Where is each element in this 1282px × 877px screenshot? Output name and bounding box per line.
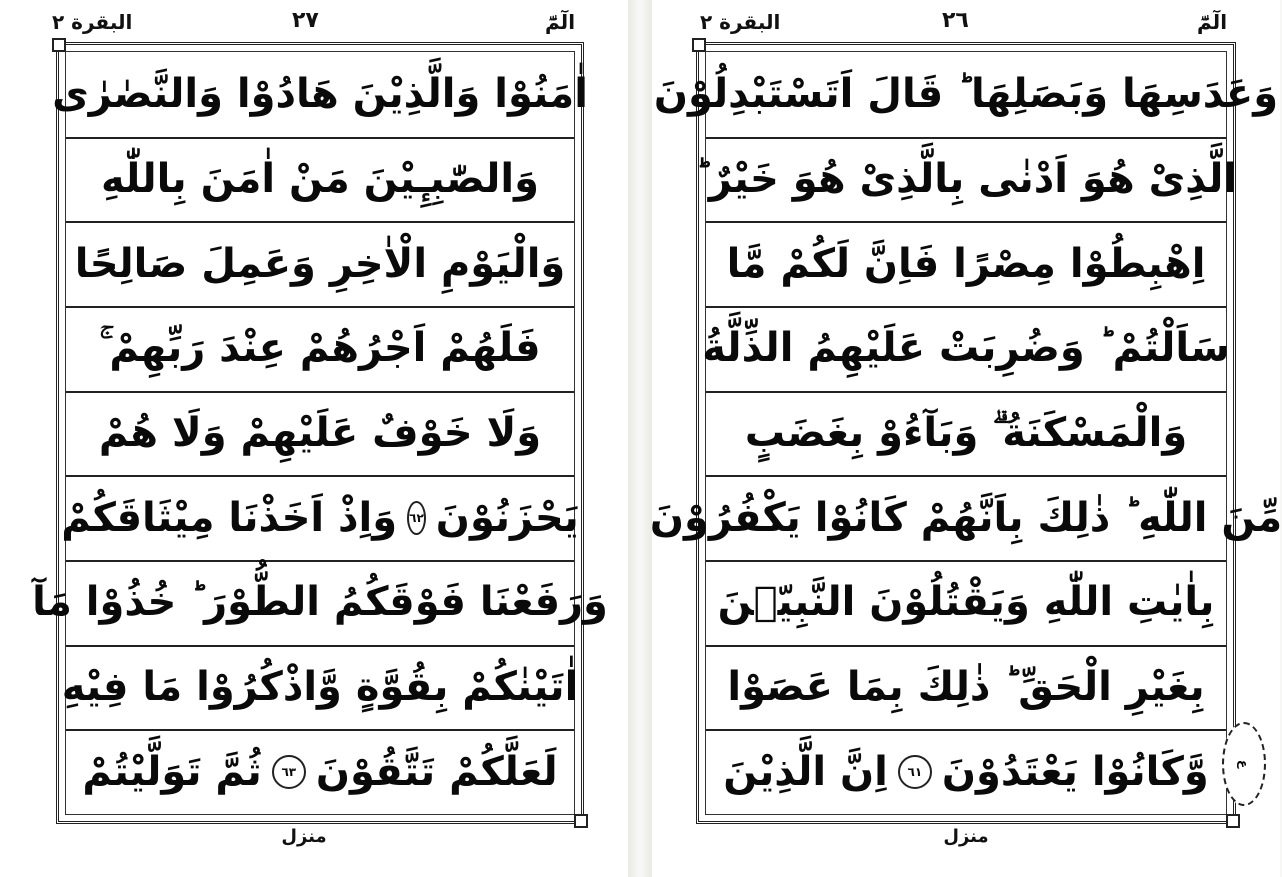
verse-text: وَرَفَعْنَا فَوْقَكُمُ الطُّوْرَ ؕ خُذُوْا مَآ [32, 579, 608, 626]
verse-line [706, 645, 1226, 732]
verse-text: اِنَّ الَّذِيْنَ [723, 748, 888, 795]
text-frame [649, 42, 1282, 824]
manzil-label: منزل [943, 826, 989, 847]
verse-line [706, 560, 1226, 647]
page-number: ٢٧ [292, 8, 319, 33]
surah-name: البقرة ٢ [52, 10, 133, 34]
verse-line [52, 52, 588, 139]
verse-line [66, 306, 574, 393]
page-header [0, 6, 628, 40]
verse-line [649, 475, 1282, 562]
verse-text: فَلَهُمْ اَجْرُهُمْ عِنْدَ رَبِّهِمْ ۚ [99, 325, 541, 372]
para-name: الٓمّٓ [1197, 10, 1228, 34]
verse-text: الَّذِىْ هُوَ اَدْنٰى بِالَّذِىْ هُوَ خَيْرٌ ؕ [694, 155, 1238, 202]
verse-line [706, 221, 1226, 308]
verse-line [66, 221, 574, 308]
text-frame [32, 42, 608, 824]
verse-line [706, 729, 1226, 814]
verse-line [653, 52, 1279, 139]
verse-text: وَعَدَسِهَا وَبَصَلِهَا ؕ قَالَ اَتَسْتَبْدِلُوْنَ [653, 71, 1279, 118]
text-lines [32, 51, 608, 815]
manzil-label: منزل [281, 826, 327, 847]
verse-line [694, 137, 1238, 224]
verse-text: اٰمَنُوْا وَالَّذِيْنَ هَادُوْا وَالنَّصٰرٰى [52, 71, 588, 118]
verse-text: بِاٰيٰتِ اللّٰهِ وَيَقْتُلُوْنَ النَّبِيّٖنَ [717, 579, 1215, 626]
verse-text: يَحْزَنُوْنَ [435, 494, 579, 541]
text-lines [649, 51, 1282, 815]
verse-text: اِهْبِطُوْا مِصْرًا فَاِنَّ لَكُمْ مَّا [726, 240, 1206, 287]
verse-text: بِغَيْرِ الْحَقِّ ؕ ذٰلِكَ بِمَا عَصَوْا [727, 663, 1205, 710]
verse-text: وَالْمَسْكَنَةُ ۗ وَبَآءُوْ بِغَضَبٍ [744, 409, 1188, 456]
verse-line [32, 560, 608, 647]
verse-line [66, 729, 574, 814]
verse-line [702, 306, 1230, 393]
verse-line [66, 137, 574, 224]
surah-name: البقرة ٢ [700, 10, 781, 34]
ayah-number-marker: ٦٢ [407, 501, 426, 535]
verse-text: وَاِذْ اَخَذْنَا مِيْثَاقَكُمْ [61, 494, 398, 541]
verse-text: وَّكَانُوْا يَعْتَدُوْنَ [941, 748, 1209, 795]
verse-text: لَعَلَّكُمْ تَتَّقُوْنَ [315, 748, 558, 795]
verse-text: وَالْيَوْمِ الْاٰخِرِ وَعَمِلَ صَالِحًا [74, 240, 566, 287]
verse-line [61, 645, 579, 732]
verse-line [706, 391, 1226, 478]
left-page [0, 0, 628, 877]
verse-line [61, 475, 579, 562]
verse-text: اٰتَيْنٰكُمْ بِقُوَّةٍ وَّاذْكُرُوْا مَا فِيْهِ [61, 663, 579, 710]
book-gutter [628, 0, 652, 877]
page-number: ٢٦ [942, 8, 969, 33]
verse-text: مِّنَ اللّٰهِ ؕ ذٰلِكَ بِاَنَّهُمْ كَانُوْا يَكْفُرُوْنَ [649, 494, 1282, 541]
verse-text: سَاَلْتُمْ ؕ وَضُرِبَتْ عَلَيْهِمُ الذِّلَّةُ [702, 325, 1230, 372]
ayah-number-marker: ٦١ [898, 755, 932, 789]
verse-text: ثُمَّ تَوَلَّيْتُمْ [82, 748, 262, 795]
right-page [649, 0, 1282, 877]
verse-line [66, 391, 574, 478]
ayah-number-marker: ٦٣ [272, 755, 306, 789]
verse-text: وَالصّٰبِـِٕيْنَ مَنْ اٰمَنَ بِاللّٰهِ [101, 155, 539, 202]
verse-text: وَلَا خَوْفٌ عَلَيْهِمْ وَلَا هُمْ [98, 409, 542, 456]
para-name: الٓمّٓ [545, 10, 576, 34]
page-header [652, 6, 1280, 40]
ruku-marker: ع [1222, 722, 1266, 806]
